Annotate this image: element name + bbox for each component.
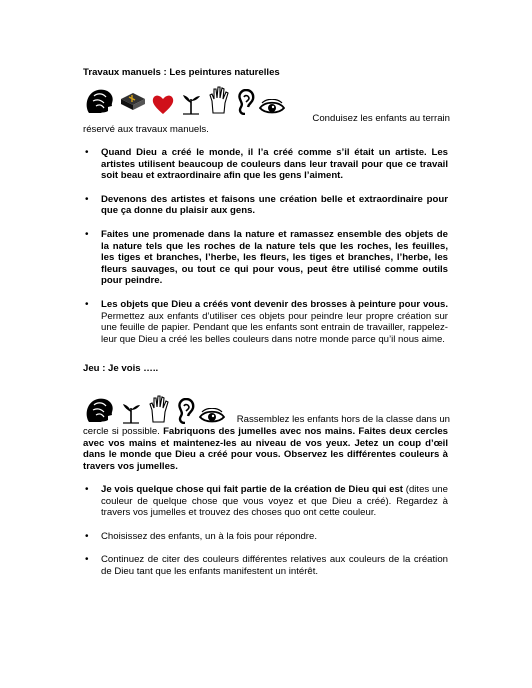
head-profile-icon [83, 396, 115, 424]
hand-icon [207, 85, 231, 115]
intro-text-next: réservé aux travaux manuels. [83, 124, 209, 135]
ear-icon [235, 89, 255, 115]
plant-sprout-icon [119, 398, 143, 424]
section-heading: Jeu : Je vois ….. [83, 363, 159, 374]
plant-sprout-icon [179, 89, 203, 115]
list-item: • Quand Dieu a créé le monde, il l’a créé comme s’il était un artiste. Les artistes utilisent beaucoup de couleurs dans leur travail pour que ce travail soit beau et extraordinaire afin que les gens l’aiment. [83, 147, 448, 182]
page-title: Travaux manuels : Les peintures naturelles [83, 67, 280, 78]
list-item: • Choisissez des enfants, un à la fois pour répondre. [83, 531, 448, 543]
heart-icon [151, 93, 175, 115]
eye-icon [199, 408, 225, 424]
list-item: • Je vois quelque chose qui fait partie de la création de Dieu qui est (dites une couleur de quelque chose que vous voyez et que Dieu a créé). Regardez à travers vos jumelles et trouvez des choses quo ont cette couleur. [83, 484, 448, 519]
activity-bullet-list [83, 147, 448, 357]
eye-icon [259, 99, 285, 115]
game-paragraph: cercle si possible. Fabriquons des jumelles avec nos mains. Faites deux cercles avec vos mains et maintenez-les au niveau de vos yeux. Jetez un coup d’œil dans le monde que Dieu a créé pour vous. Observez les différentes couleurs à travers vos jumelles. [83, 426, 448, 472]
game-text-right: Rassemblez les enfants hors de la classe dans un [236, 414, 450, 425]
intro-icons-row [83, 85, 285, 115]
list-item: • Faites une promenade dans la nature et ramassez ensemble des objets de la nature tels que les roches de la nature tels que les roches, les feuilles, les tiges et branches, l’herbe, les fleurs, les tiges et branches, l’herbe, les fleurs sauvages, ou tout ce qui pour vous, peut être utilisé comme outils pour peindre. [83, 229, 448, 287]
bible-icon [119, 89, 147, 115]
head-profile-icon [83, 87, 115, 115]
game-bullet-list [83, 484, 448, 590]
intro-text-right: Conduisez les enfants au terrain [312, 113, 450, 124]
list-item: • Les objets que Dieu a créés vont devenir des brosses à peinture pour vous. Permettez aux enfants d’utiliser ces objets pour peindre leur propre création sur une feuille de papier. Pendant que les enfants sont entrain de travailler, rappelez-leur que Dieu a créé les belles couleurs dans notre monde parce qu’il nous aime. [83, 299, 448, 345]
list-item: • Devenons des artistes et faisons une création belle et extraordinaire pour que ça donne du plaisir aux gens. [83, 194, 448, 217]
hand-icon [147, 394, 171, 424]
game-icons-row [83, 394, 225, 424]
list-item: • Continuez de citer des couleurs différentes relatives aux couleurs de la création de Dieu tant que les enfants manifestent un intérêt. [83, 554, 448, 577]
ear-icon [175, 398, 195, 424]
